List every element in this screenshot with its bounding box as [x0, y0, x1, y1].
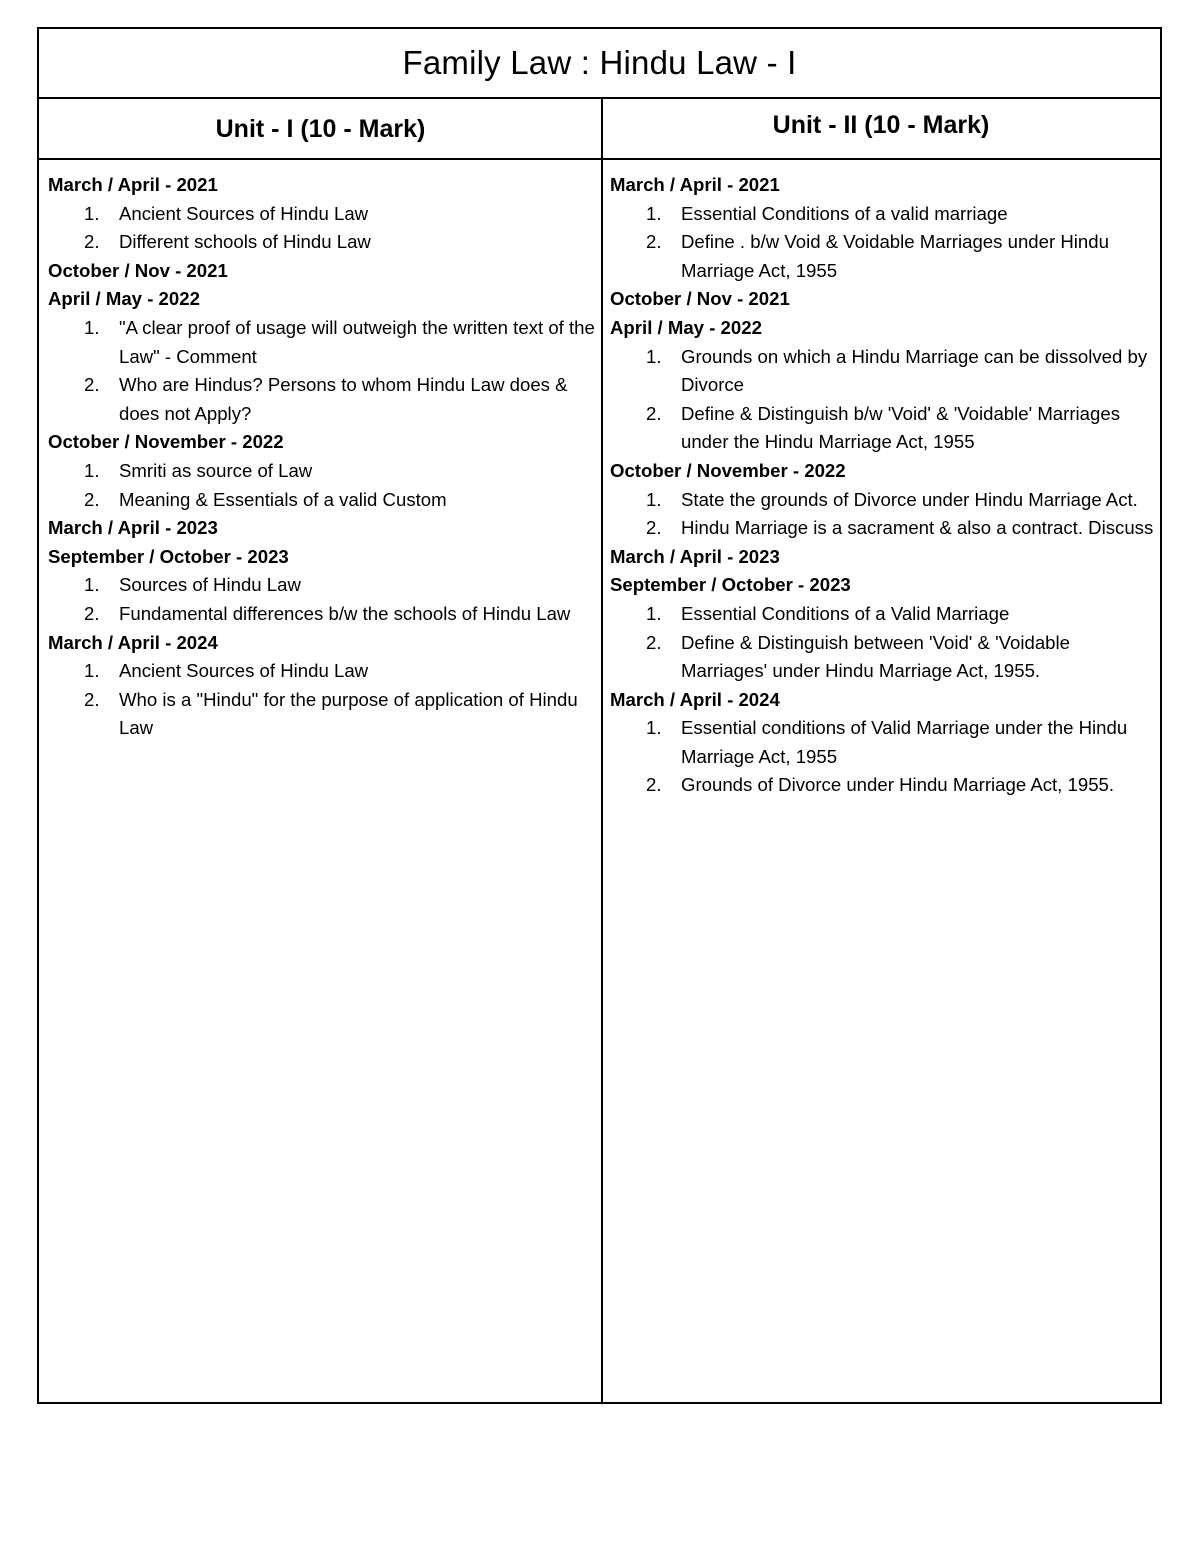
question-text: Define & Distinguish b/w 'Void' & 'Voidable' Marriages under the Hindu Marriage Act, 1955 — [681, 402, 1120, 453]
question-item — [610, 771, 1158, 800]
session-heading: March / April - 2023 — [610, 545, 780, 567]
question-list — [48, 457, 598, 514]
question-number: 1. — [84, 660, 100, 682]
session-heading: September / October - 2023 — [48, 545, 289, 567]
question-text: Ancient Sources of Hindu Law — [119, 660, 369, 682]
session-heading: April / May - 2022 — [610, 316, 762, 338]
question-number: 2. — [646, 631, 662, 653]
session-heading: October / November - 2022 — [610, 459, 846, 481]
session-heading: September / October - 2023 — [610, 574, 851, 596]
question-item — [610, 486, 1158, 515]
question-number: 2. — [84, 688, 100, 710]
question-item — [48, 457, 598, 486]
question-number: 2. — [84, 374, 100, 396]
session-heading: March / April - 2024 — [610, 688, 780, 710]
question-text: Fundamental differences b/w the schools of Hindu Law — [119, 602, 571, 624]
question-item — [48, 600, 598, 629]
unit-2-column — [610, 171, 1158, 800]
question-text: Who are Hindus? Persons to whom Hindu Law does & does not Apply? — [119, 374, 568, 424]
question-list — [610, 600, 1158, 686]
question-list — [48, 657, 598, 743]
question-number: 2. — [646, 402, 662, 424]
unit-1-column — [48, 171, 598, 743]
session-heading: March / April - 2021 — [610, 174, 780, 195]
question-list — [610, 200, 1158, 286]
question-list — [610, 343, 1158, 457]
question-item — [610, 629, 1158, 686]
question-number: 1. — [84, 459, 100, 481]
question-list — [610, 714, 1158, 800]
question-number: 2. — [646, 774, 662, 796]
question-number: 2. — [646, 231, 662, 253]
question-text: Smriti as source of Law — [119, 459, 313, 481]
question-number: 2. — [84, 602, 100, 624]
question-item — [48, 657, 598, 686]
question-text: "A clear proof of usage will outweigh the written text of the Law" - Comment — [119, 316, 595, 367]
session-heading: March / April - 2024 — [48, 631, 218, 653]
question-item — [48, 371, 598, 428]
question-number: 1. — [84, 316, 100, 338]
session-heading: April / May - 2022 — [48, 288, 200, 310]
question-text: Grounds on which a Hindu Marriage can be dissolved by Divorce — [681, 345, 1148, 396]
question-item — [610, 228, 1158, 285]
session-heading: March / April - 2023 — [48, 517, 218, 539]
question-item — [48, 686, 598, 743]
question-item — [610, 200, 1158, 229]
question-text: Ancient Sources of Hindu Law — [119, 202, 369, 224]
question-text: Essential conditions of Valid Marriage under the Hindu Marriage Act, 1955 — [681, 717, 1128, 767]
session-heading: October / Nov - 2021 — [610, 288, 790, 310]
question-item — [48, 571, 598, 600]
question-number: 1. — [646, 345, 662, 367]
unit-1-heading: Unit - I (10 - Mark) — [215, 115, 426, 143]
session-heading: October / Nov - 2021 — [48, 259, 228, 281]
session-heading: October / November - 2022 — [48, 431, 284, 453]
question-number: 2. — [646, 517, 662, 539]
question-item — [610, 600, 1158, 629]
question-item — [610, 400, 1158, 457]
question-text: Grounds of Divorce under Hindu Marriage Act, 1955. — [681, 774, 1115, 796]
question-text: Sources of Hindu Law — [119, 574, 301, 596]
question-item — [48, 228, 598, 257]
question-text: Define . b/w Void & Voidable Marriages under Hindu Marriage Act, 1955 — [681, 231, 1109, 281]
unit-2-heading: Unit - II (10 - Mark) — [772, 111, 990, 139]
question-text: Different schools of Hindu Law — [119, 231, 371, 253]
question-list — [610, 486, 1158, 543]
question-text: Define & Distinguish between 'Void' & 'Voidable Marriages' under Hindu Marriage Act, 1955. — [681, 631, 1070, 682]
question-list — [48, 200, 598, 257]
document-title: Family Law : Hindu Law - I — [39, 29, 1160, 99]
question-item — [48, 314, 598, 371]
question-number: 1. — [646, 488, 662, 510]
question-list — [48, 571, 598, 628]
question-item — [610, 343, 1158, 400]
question-table — [37, 27, 1162, 1404]
question-number: 1. — [646, 602, 662, 624]
question-number: 2. — [84, 231, 100, 253]
question-number: 2. — [84, 488, 100, 510]
question-item — [610, 514, 1158, 543]
session-heading: March / April - 2021 — [48, 174, 218, 195]
question-text: Meaning & Essentials of a valid Custom — [119, 488, 447, 510]
unit-header-row — [39, 99, 1160, 160]
question-number: 1. — [646, 202, 662, 224]
question-text: Essential Conditions of a valid marriage — [681, 202, 1008, 224]
question-number: 1. — [646, 717, 662, 739]
question-text: Who is a "Hindu" for the purpose of application of Hindu Law — [119, 688, 578, 739]
question-number: 1. — [84, 574, 100, 596]
question-item — [48, 200, 598, 229]
column-divider — [601, 99, 603, 1402]
question-number: 1. — [84, 202, 100, 224]
question-item — [610, 714, 1158, 771]
question-text: Hindu Marriage is a sacrament & also a contract. Discuss — [681, 517, 1154, 539]
question-list — [48, 314, 598, 428]
question-text: State the grounds of Divorce under Hindu Marriage Act. — [681, 488, 1138, 510]
question-text: Essential Conditions of a Valid Marriage — [681, 602, 1010, 624]
question-item — [48, 486, 598, 515]
